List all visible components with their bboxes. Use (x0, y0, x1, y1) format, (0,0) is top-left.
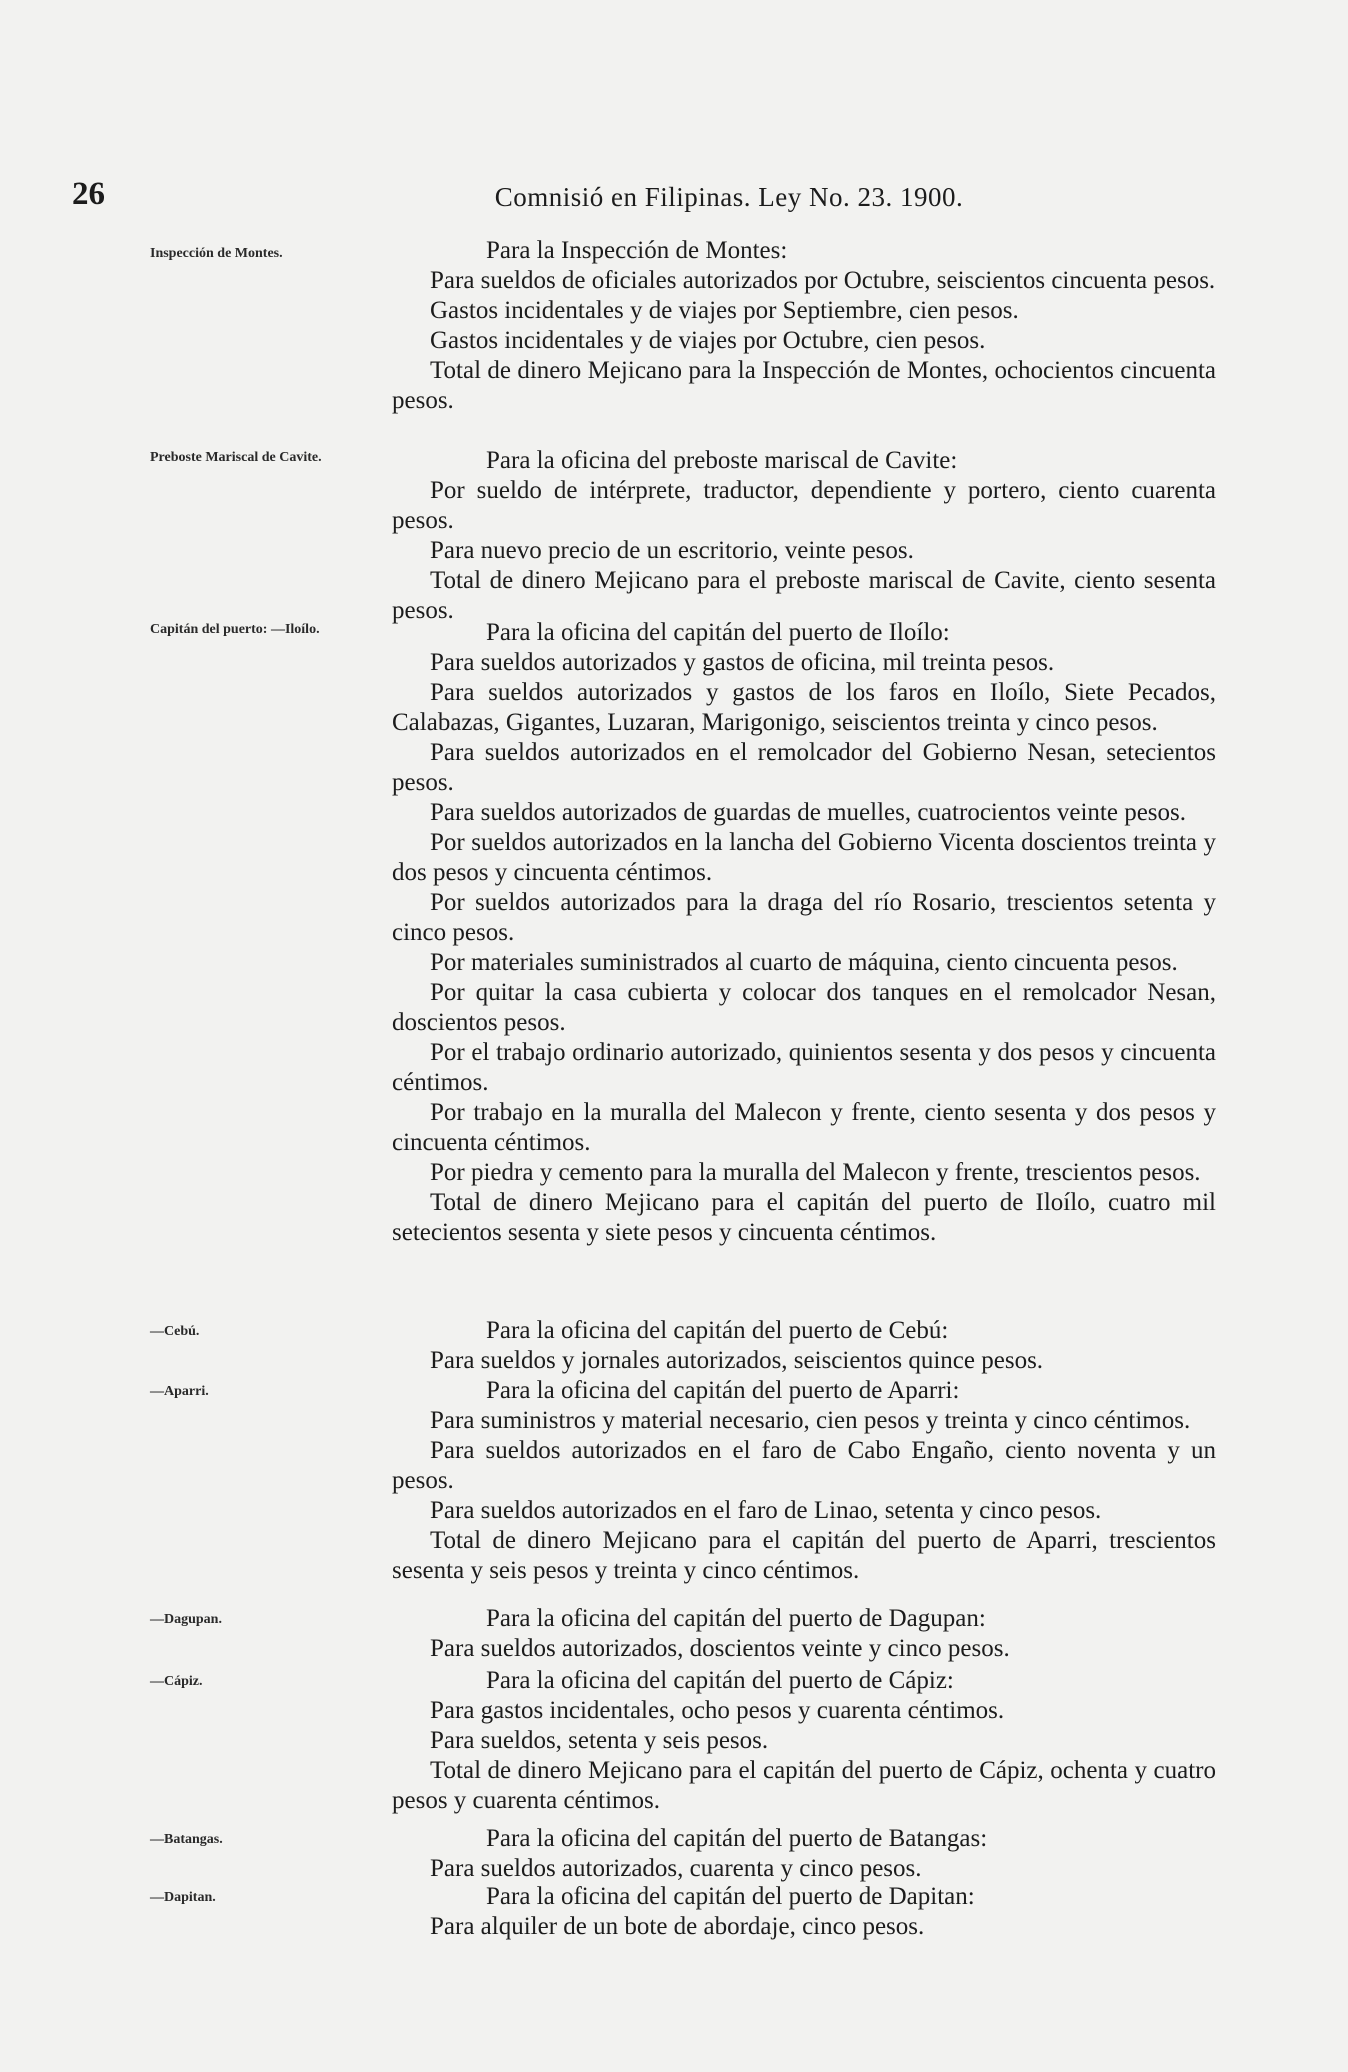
margin-note-aparri: —Aparri. (150, 1384, 209, 1399)
section-heading: Para la oficina del capitán del puerto de Dapitan: (486, 1883, 975, 1910)
section-capiz (392, 1666, 1216, 1816)
section-inspeccion (392, 236, 1216, 416)
section-heading: Para la oficina del capitán del puerto de Aparri: (486, 1377, 960, 1404)
section-heading: Para la oficina del capitán del puerto de Iloílo: (486, 619, 950, 646)
line-item: Por sueldos autorizados para la draga del río Rosario, trescientos setenta y cinco pesos. (392, 889, 1216, 946)
line-item: Para sueldos de oficiales autorizados por Octubre, seiscientos cincuenta pesos. (430, 267, 1216, 294)
line-item: Total de dinero Mejicano para la Inspección de Montes, ochocientos cincuenta pesos. (392, 357, 1216, 414)
running-head: Comnisió en Filipinas. Ley No. 23. 1900. (494, 182, 964, 212)
margin-note-capiz: —Cápiz. (150, 1674, 203, 1689)
margin-note-preboste: Preboste Mariscal de Cavite. (150, 450, 322, 465)
line-item: Gastos incidentales y de viajes por Octubre, cien pesos. (430, 327, 986, 354)
section-cebu (392, 1316, 1216, 1376)
section-heading: Para la oficina del preboste mariscal de Cavite: (486, 447, 958, 474)
line-item: Total de dinero Mejicano para el capitán del puerto de Aparri, trescientos sesenta y seis pesos y treinta y cinco céntimos. (392, 1527, 1216, 1584)
line-item: Gastos incidentales y de viajes por Septiembre, cien pesos. (430, 297, 1019, 324)
line-item: Para sueldos autorizados y gastos de los faros en Iloílo, Siete Pecados, Calabazas, Gigantes, Luzaran, Marigonigo, seiscientos treinta y cinco pesos. (392, 679, 1216, 736)
margin-note-dagupan: —Dagupan. (150, 1612, 222, 1627)
line-item: Para sueldos y jornales autorizados, seiscientos quince pesos. (430, 1347, 1044, 1374)
section-heading: Para la oficina del capitán del puerto de Batangas: (486, 1825, 988, 1852)
line-item: Para sueldos autorizados, doscientos veinte y cinco pesos. (430, 1635, 1010, 1662)
page-number: 26 (72, 176, 105, 212)
section-heading: Para la Inspección de Montes: (486, 237, 788, 264)
section-dagupan (392, 1604, 1216, 1664)
line-item: Para suministros y material necesario, cien pesos y treinta y cinco céntimos. (430, 1407, 1191, 1434)
line-item: Para sueldos autorizados en el remolcador del Gobierno Nesan, setecientos pesos. (392, 739, 1216, 796)
line-item: Para sueldos autorizados en el faro de Cabo Engaño, ciento noventa y un pesos. (392, 1437, 1216, 1494)
margin-note-batangas: —Batangas. (150, 1832, 223, 1847)
line-item: Por trabajo en la muralla del Malecon y frente, ciento sesenta y dos pesos y cincuenta céntimos. (392, 1099, 1216, 1156)
line-item: Para nuevo precio de un escritorio, veinte pesos. (430, 537, 914, 564)
line-item: Por piedra y cemento para la muralla del Malecon y frente, trescientos pesos. (430, 1159, 1201, 1186)
line-item: Total de dinero Mejicano para el capitán del puerto de Cápiz, ochenta y cuatro pesos y cuarenta céntimos. (392, 1757, 1216, 1814)
line-item: Para sueldos autorizados y gastos de oficina, mil treinta pesos. (430, 649, 1055, 676)
section-batangas (392, 1824, 1216, 1884)
margin-note-cebu: —Cebú. (150, 1324, 200, 1339)
section-iloilo (392, 618, 1216, 1248)
line-item: Por el trabajo ordinario autorizado, quinientos sesenta y dos pesos y cincuenta céntimos. (392, 1039, 1216, 1096)
section-heading: Para la oficina del capitán del puerto de Cápiz: (486, 1667, 954, 1694)
line-item: Total de dinero Mejicano para el preboste mariscal de Cavite, ciento sesenta pesos. (392, 567, 1216, 624)
line-item: Por materiales suministrados al cuarto de máquina, ciento cincuenta pesos. (430, 949, 1178, 976)
margin-note-inspeccion: Inspección de Montes. (150, 246, 283, 261)
line-item: Por sueldo de intérprete, traductor, dependiente y portero, ciento cuarenta pesos. (392, 477, 1216, 534)
section-aparri (392, 1376, 1216, 1586)
line-item: Por quitar la casa cubierta y colocar dos tanques en el remolcador Nesan, doscientos pesos. (392, 979, 1216, 1036)
margin-note-dapitan: —Dapitan. (150, 1890, 216, 1905)
line-item: Por sueldos autorizados en la lancha del Gobierno Vicenta doscientos treinta y dos pesos y cincuenta céntimos. (392, 829, 1216, 886)
line-item: Para sueldos autorizados en el faro de Linao, setenta y cinco pesos. (430, 1497, 1102, 1524)
line-item: Para alquiler de un bote de abordaje, cinco pesos. (430, 1913, 925, 1940)
line-item: Para sueldos autorizados, cuarenta y cinco pesos. (430, 1855, 922, 1882)
section-preboste (392, 446, 1216, 626)
line-item: Para gastos incidentales, ocho pesos y cuarenta céntimos. (430, 1697, 1005, 1724)
section-heading: Para la oficina del capitán del puerto de Dagupan: (486, 1605, 986, 1632)
line-item: Para sueldos autorizados de guardas de muelles, cuatrocientos veinte pesos. (430, 799, 1187, 826)
section-heading: Para la oficina del capitán del puerto de Cebú: (486, 1317, 949, 1344)
section-dapitan (392, 1882, 1216, 1942)
line-item: Para sueldos, setenta y seis pesos. (430, 1727, 769, 1754)
margin-note-iloilo: Capitán del puerto: —Iloílo. (150, 622, 320, 637)
line-item: Total de dinero Mejicano para el capitán del puerto de Iloílo, cuatro mil setecientos sesenta y siete pesos y cincuenta céntimos. (392, 1189, 1216, 1246)
